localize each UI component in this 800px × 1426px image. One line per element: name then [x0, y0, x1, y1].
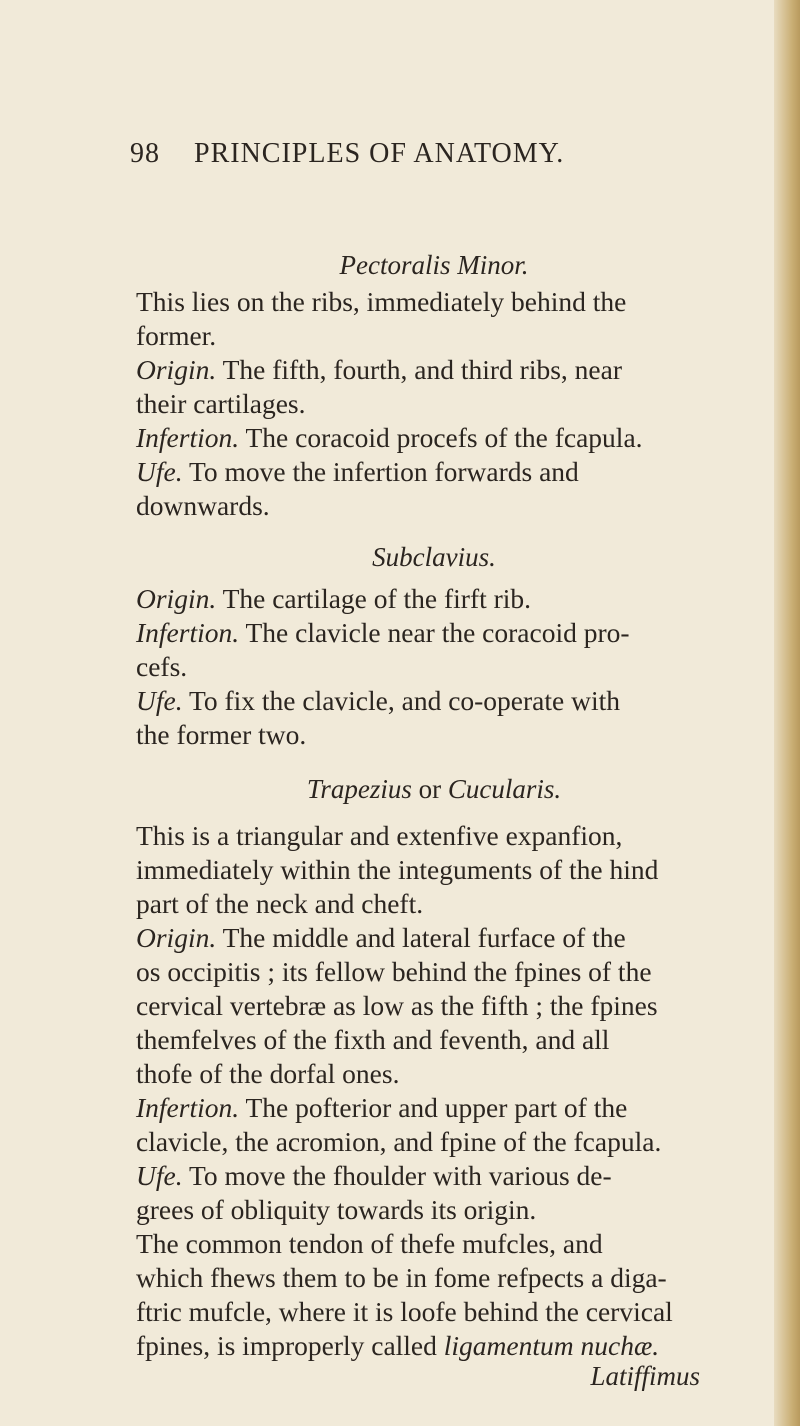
use-label: Ufe. [136, 1160, 183, 1191]
text-line: clavicle, the acromion, and fpine of the fcapula. [136, 1126, 662, 1157]
latin-term: ligamentum nuchæ. [443, 1330, 660, 1361]
running-title: PRINCIPLES OF ANATOMY. [194, 138, 565, 169]
text-line: Ufe. To fix the clavicle, and co-operate with [136, 685, 620, 716]
text-line: their cartilages. [136, 388, 306, 419]
text-line: Origin. The cartilage of the firft rib. [136, 583, 532, 614]
page-header [130, 138, 730, 174]
text-line: This lies on the ribs, immediately behind the [136, 286, 627, 317]
page-number: 98 [130, 138, 160, 169]
origin-label: Origin. [136, 583, 217, 614]
text-line: fpines, is improperly called ligamentum nuchæ. [136, 1330, 660, 1361]
text-line: This is a triangular and extenfive expanfion, [136, 820, 623, 851]
insertion-label: Infertion. [136, 422, 240, 453]
text-line: The common tendon of thefe mufcles, and [136, 1228, 603, 1259]
text-line: thofe of the dorfal ones. [136, 1058, 400, 1089]
text-line: part of the neck and cheft. [136, 888, 424, 919]
text-line: Origin. The middle and lateral furface of the [136, 922, 626, 953]
section-heading-trapezius: Trapezius or Cucularis. [306, 774, 562, 804]
text-line: which fhews them to be in fome refpects a diga- [136, 1262, 667, 1293]
section-heading-pectoralis-minor: Pectoralis Minor. [339, 250, 529, 280]
text-line: Infertion. The clavicle near the coracoid pro- [136, 617, 630, 648]
text-line: cefs. [136, 651, 188, 682]
origin-label: Origin. [136, 922, 217, 953]
use-label: Ufe. [136, 456, 183, 487]
text-line: grees of obliquity towards its origin. [136, 1194, 537, 1225]
text-line: Origin. The fifth, fourth, and third ribs, near [136, 354, 622, 385]
text-line: Ufe. To move the infertion forwards and [136, 456, 579, 487]
text-line: themfelves of the fixth and feventh, and all [136, 1024, 610, 1055]
text-line: Ufe. To move the fhoulder with various de- [136, 1160, 612, 1191]
page-edge [774, 0, 800, 1426]
catchword: Latiffimus [590, 1361, 700, 1391]
insertion-label: Infertion. [136, 617, 240, 648]
text-line: os occipitis ; its fellow behind the fpines of the [136, 956, 652, 987]
text-line: immediately within the integuments of the hind [136, 854, 659, 885]
use-label: Ufe. [136, 685, 183, 716]
text-line: Infertion. The coracoid procefs of the fcapula. [136, 422, 643, 453]
text-line: former. [136, 320, 217, 351]
text-line: ftric mufcle, where it is loofe behind the cervical [136, 1296, 673, 1327]
text-line: the former two. [136, 719, 307, 750]
text-line: downwards. [136, 490, 270, 521]
text-line: cervical vertebræ as low as the fifth ; the fpines [136, 990, 658, 1021]
insertion-label: Infertion. [136, 1092, 240, 1123]
origin-label: Origin. [136, 354, 217, 385]
text-line: Infertion. The pofterior and upper part of the [136, 1092, 628, 1123]
section-heading-subclavius: Subclavius. [372, 542, 496, 572]
